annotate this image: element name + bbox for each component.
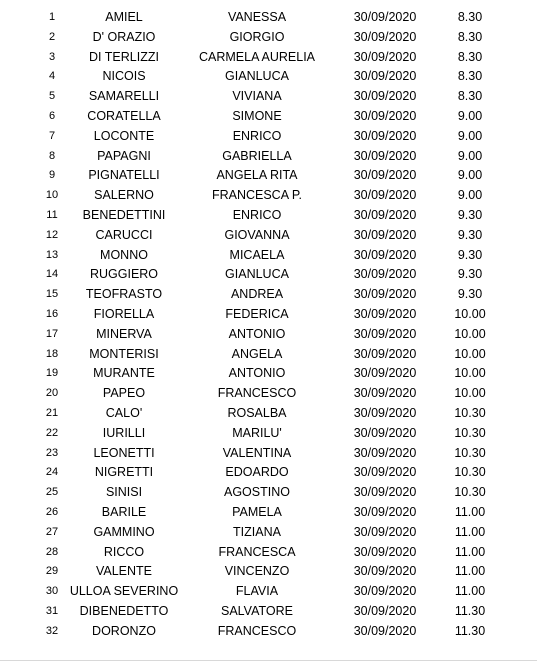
time-cell: 8.30 [457, 49, 483, 64]
first-name-cell: ENRICO [232, 128, 282, 143]
date-cell: 30/09/2020 [353, 267, 417, 282]
first-name-cell: VIVIANA [232, 89, 282, 104]
time-cell: 9.30 [457, 247, 483, 262]
first-name-cell: FRANCESCA P. [211, 188, 303, 203]
table-row [0, 8, 537, 28]
first-name-cell: ANGELA RITA [216, 168, 298, 183]
time-cell: 11.00 [454, 544, 486, 559]
date-cell: 30/09/2020 [353, 89, 417, 104]
first-name-cell: ENRICO [232, 207, 282, 222]
surname-cell: IURILLI [102, 425, 146, 440]
row-number: 22 [45, 426, 59, 439]
row-number: 26 [45, 505, 59, 518]
date-cell: 30/09/2020 [353, 584, 417, 599]
first-name-cell: VALENTINA [222, 445, 292, 460]
time-cell: 9.30 [457, 287, 483, 302]
first-name-cell: GIANLUCA [225, 69, 289, 84]
surname-cell: GAMMINO [93, 524, 155, 539]
date-cell: 30/09/2020 [353, 148, 417, 163]
time-cell: 10.00 [454, 366, 486, 381]
first-name-cell: ANTONIO [228, 366, 286, 381]
table-row [0, 345, 537, 365]
first-name-cell: GIOVANNA [224, 227, 290, 242]
date-cell: 30/09/2020 [353, 623, 417, 638]
row-number: 30 [45, 585, 59, 598]
surname-cell: MURANTE [93, 366, 155, 381]
row-number: 20 [45, 387, 59, 400]
date-cell: 30/09/2020 [353, 564, 417, 579]
table-row [0, 523, 537, 543]
first-name-cell: FRANCESCO [217, 623, 297, 638]
date-cell: 30/09/2020 [353, 504, 417, 519]
date-cell: 30/09/2020 [353, 445, 417, 460]
row-number: 8 [48, 149, 56, 162]
time-cell: 11.30 [454, 623, 486, 638]
time-cell: 8.30 [457, 10, 483, 24]
date-cell: 30/09/2020 [353, 603, 417, 618]
time-cell: 11.00 [454, 524, 486, 539]
date-cell: 30/09/2020 [353, 10, 417, 24]
date-cell: 30/09/2020 [353, 128, 417, 143]
time-cell: 8.30 [457, 29, 483, 44]
table-row [0, 384, 537, 404]
row-number: 32 [45, 624, 59, 637]
row-number: 7 [48, 129, 56, 142]
table-row [0, 48, 537, 68]
surname-cell: PAPAGNI [97, 148, 151, 163]
time-cell: 11.00 [454, 504, 486, 519]
time-cell: 9.30 [457, 227, 483, 242]
table-row [0, 226, 537, 246]
first-name-cell: ROSALBA [227, 405, 287, 420]
time-cell: 10.30 [454, 425, 486, 440]
date-cell: 30/09/2020 [353, 49, 417, 64]
row-number: 11 [46, 208, 58, 221]
first-name-cell: GIORGIO [229, 29, 285, 44]
date-cell: 30/09/2020 [353, 346, 417, 361]
first-name-cell: EDOARDO [225, 465, 289, 480]
surname-cell: LOCONTE [93, 128, 155, 143]
surname-cell: SALERNO [94, 188, 154, 203]
row-number: 31 [45, 604, 59, 617]
time-cell: 9.00 [457, 188, 483, 203]
time-cell: 9.00 [457, 148, 483, 163]
surname-cell: FIORELLA [93, 306, 155, 321]
row-number: 16 [45, 307, 59, 320]
time-cell: 9.00 [457, 128, 483, 143]
date-cell: 30/09/2020 [353, 425, 417, 440]
first-name-cell: FEDERICA [225, 306, 289, 321]
table-row [0, 246, 537, 266]
surname-cell: RUGGIERO [89, 267, 159, 282]
table-row [0, 404, 537, 424]
row-number: 13 [45, 248, 59, 261]
first-name-cell: TIZIANA [233, 524, 281, 539]
time-cell: 8.30 [457, 89, 483, 104]
row-number: 12 [45, 228, 59, 241]
row-number: 21 [45, 406, 59, 419]
surname-cell: RICCO [103, 544, 145, 559]
table-row [0, 206, 537, 226]
time-cell: 9.30 [457, 207, 483, 222]
time-cell: 10.30 [454, 465, 486, 480]
surname-cell: DORONZO [92, 623, 156, 638]
first-name-cell: VANESSA [227, 10, 287, 24]
surname-cell: MINERVA [96, 326, 152, 341]
first-name-cell: SALVATORE [220, 603, 293, 618]
time-cell: 10.00 [454, 326, 486, 341]
table-row [0, 503, 537, 523]
surname-cell: BARILE [101, 504, 147, 519]
first-name-cell: VINCENZO [224, 564, 290, 579]
time-cell: 9.00 [457, 168, 483, 183]
row-number: 3 [48, 50, 56, 63]
surname-cell: DI TERLIZZI [89, 49, 159, 64]
time-cell: 10.30 [454, 485, 486, 500]
row-number: 27 [45, 525, 59, 538]
first-name-cell: ANTONIO [228, 326, 286, 341]
table-row [0, 265, 537, 285]
time-cell: 10.00 [454, 346, 486, 361]
surname-cell: LEONETTI [93, 445, 155, 460]
row-number: 19 [45, 367, 59, 380]
surname-cell: MONTERISI [89, 346, 159, 361]
table-row [0, 543, 537, 563]
table-row [0, 444, 537, 464]
date-cell: 30/09/2020 [353, 227, 417, 242]
row-number: 9 [48, 169, 56, 182]
table-row [0, 305, 537, 325]
table-row [0, 463, 537, 483]
date-cell: 30/09/2020 [353, 326, 417, 341]
date-cell: 30/09/2020 [353, 108, 417, 123]
first-name-cell: FRANCESCO [217, 386, 297, 401]
table-row [0, 483, 537, 503]
row-number: 23 [45, 446, 59, 459]
time-cell: 11.00 [454, 584, 486, 599]
surname-cell: SINISI [105, 485, 143, 500]
date-cell: 30/09/2020 [353, 287, 417, 302]
date-cell: 30/09/2020 [353, 188, 417, 203]
table-row [0, 424, 537, 444]
first-name-cell: MICAELA [229, 247, 285, 262]
table-row [0, 67, 537, 87]
surname-cell: PIGNATELLI [88, 168, 160, 183]
time-cell: 11.30 [454, 603, 486, 618]
date-cell: 30/09/2020 [353, 69, 417, 84]
row-number: 5 [48, 90, 56, 103]
first-name-cell: CARMELA AURELIA [198, 49, 315, 64]
row-number: 14 [45, 268, 59, 281]
surname-cell: CARUCCI [95, 227, 153, 242]
row-number: 24 [45, 466, 59, 479]
date-cell: 30/09/2020 [353, 247, 417, 262]
table-row [0, 622, 537, 642]
date-cell: 30/09/2020 [353, 29, 417, 44]
date-cell: 30/09/2020 [353, 524, 417, 539]
first-name-cell: GIANLUCA [225, 267, 289, 282]
first-name-cell: ANDREA [230, 287, 284, 302]
table-row [0, 285, 537, 305]
bottom-divider [0, 660, 537, 661]
surname-cell: NICOIS [102, 69, 146, 84]
date-cell: 30/09/2020 [353, 306, 417, 321]
first-name-cell: ANGELA [231, 346, 283, 361]
surname-cell: D' ORAZIO [92, 29, 156, 44]
table-row [0, 127, 537, 147]
schedule-table [0, 8, 537, 642]
table-row [0, 28, 537, 48]
time-cell: 10.30 [454, 445, 486, 460]
row-number: 25 [45, 486, 59, 499]
date-cell: 30/09/2020 [353, 366, 417, 381]
time-cell: 9.30 [457, 267, 483, 282]
table-row [0, 602, 537, 622]
date-cell: 30/09/2020 [353, 207, 417, 222]
first-name-cell: MARILU' [232, 425, 282, 440]
date-cell: 30/09/2020 [353, 168, 417, 183]
surname-cell: CORATELLA [87, 108, 161, 123]
row-number: 15 [45, 288, 59, 301]
date-cell: 30/09/2020 [353, 544, 417, 559]
first-name-cell: SIMONE [232, 108, 282, 123]
surname-cell: AMIEL [105, 10, 143, 24]
first-name-cell: FLAVIA [235, 584, 279, 599]
surname-cell: DIBENEDETTO [79, 603, 169, 618]
row-number: 4 [48, 70, 56, 83]
first-name-cell: AGOSTINO [224, 485, 290, 500]
time-cell: 10.00 [454, 306, 486, 321]
table-row [0, 147, 537, 167]
row-number: 28 [45, 545, 59, 558]
table-row [0, 582, 537, 602]
date-cell: 30/09/2020 [353, 465, 417, 480]
time-cell: 8.30 [457, 69, 483, 84]
table-row [0, 166, 537, 186]
surname-cell: VALENTE [95, 564, 153, 579]
surname-cell: TEOFRASTO [85, 287, 163, 302]
surname-cell: BENEDETTINI [82, 207, 166, 222]
time-cell: 10.00 [454, 386, 486, 401]
surname-cell: PAPEO [102, 386, 146, 401]
row-number: 6 [48, 109, 56, 122]
table-row [0, 325, 537, 345]
surname-cell: ULLOA SEVERINO [69, 584, 179, 599]
table-row [0, 562, 537, 582]
row-number: 17 [45, 327, 59, 340]
first-name-cell: PAMELA [232, 504, 282, 519]
time-cell: 11.00 [454, 564, 486, 579]
row-number: 2 [48, 30, 56, 43]
row-number: 1 [48, 11, 56, 23]
surname-cell: SAMARELLI [88, 89, 160, 104]
surname-cell: NIGRETTI [94, 465, 154, 480]
table-row [0, 87, 537, 107]
row-number: 18 [45, 347, 59, 360]
surname-cell: CALO' [105, 405, 143, 420]
time-cell: 10.30 [454, 405, 486, 420]
table-row [0, 107, 537, 127]
date-cell: 30/09/2020 [353, 405, 417, 420]
date-cell: 30/09/2020 [353, 386, 417, 401]
row-number: 10 [45, 189, 59, 202]
table-row [0, 364, 537, 384]
date-cell: 30/09/2020 [353, 485, 417, 500]
table-row [0, 186, 537, 206]
first-name-cell: GABRIELLA [222, 148, 292, 163]
surname-cell: MONNO [100, 247, 148, 262]
row-number: 29 [45, 565, 59, 578]
time-cell: 9.00 [457, 108, 483, 123]
first-name-cell: FRANCESCA [218, 544, 296, 559]
